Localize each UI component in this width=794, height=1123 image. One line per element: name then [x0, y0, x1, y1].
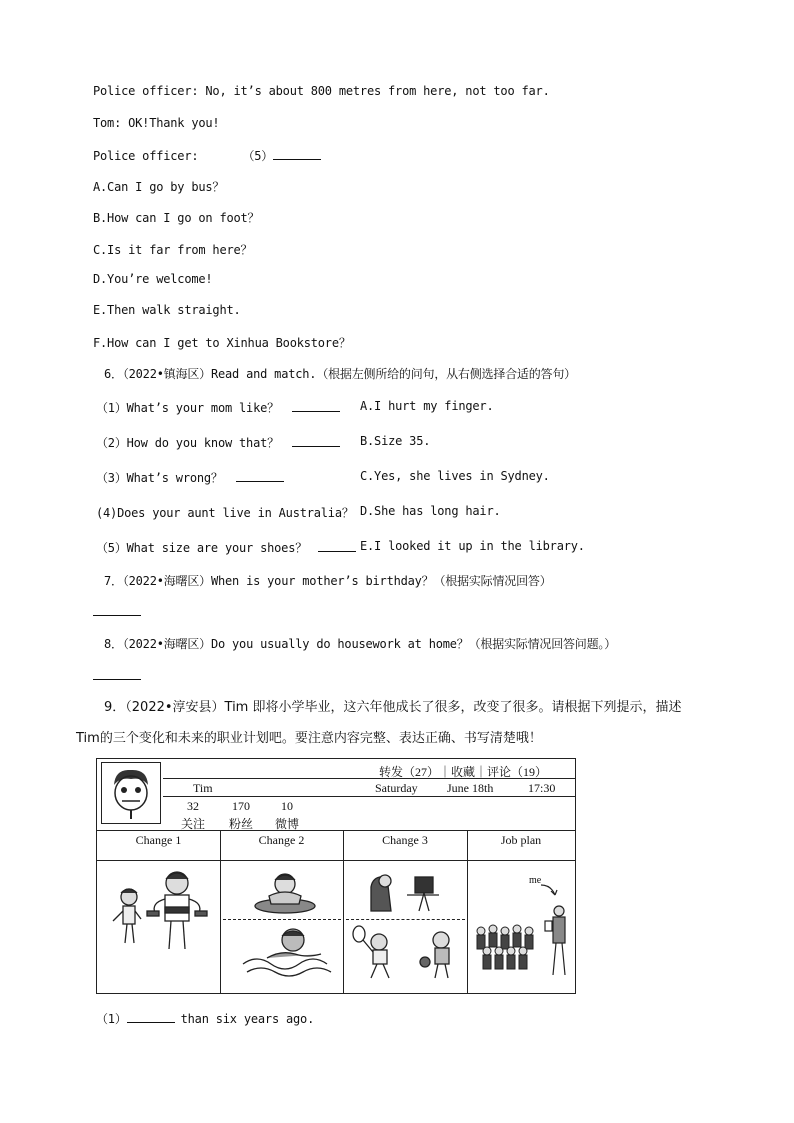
q6-blank-5[interactable]	[318, 539, 356, 552]
option-a: A.Can I go by bus？	[93, 180, 225, 194]
q9-title: 9．（2022•淳安县）Tim 即将小学毕业，这六年他成长了很多，改变了很多。请根据下列提示，描述	[104, 700, 682, 715]
q6-answer-c: C.Yes, she lives in Sydney.	[360, 469, 550, 483]
q6-blank-2[interactable]	[292, 434, 340, 447]
speaker-label: Police officer:	[93, 149, 199, 163]
q6-row-1	[96, 399, 340, 416]
post-time: 17:30	[528, 781, 556, 795]
column-job-plan: Job plan	[500, 833, 542, 847]
q6-answer-b: B.Size 35.	[360, 434, 431, 448]
change-3-tv-illustration	[367, 867, 457, 917]
column-change-1: Change 1	[135, 833, 182, 847]
option-e: E.Then walk straight.	[93, 303, 241, 317]
divider	[97, 830, 575, 831]
divider	[343, 830, 344, 993]
option-d: D.You’re welcome!	[93, 272, 213, 286]
q6-answer-a: A.I hurt my finger.	[360, 399, 494, 413]
q7-title: 7．（2022•海曙区）When is your mother’s birthday？（根据实际情况回答）	[104, 574, 552, 588]
q9-answer-1-text: than six years ago.	[180, 1012, 315, 1026]
divider	[346, 919, 465, 920]
q6-question-2: （2）How do you know that？	[96, 436, 279, 450]
q6-question-4: (4)Does your aunt live in Australia？	[96, 506, 354, 520]
option-c: C.Is it far from here？	[93, 243, 253, 257]
answer-blank[interactable]	[273, 147, 321, 160]
change-2-swimming-illustration	[237, 924, 333, 980]
column-change-3: Change 3	[382, 833, 428, 847]
q7-answer-blank[interactable]	[93, 605, 141, 616]
avatar	[101, 762, 161, 824]
fans-count: 170	[232, 799, 250, 813]
divider	[220, 830, 221, 993]
option-f: F.How can I get to Xinhua Bookstore？	[93, 336, 351, 350]
q6-row-3	[96, 469, 284, 486]
divider	[163, 778, 575, 779]
q6-answer-e: E.I looked it up in the library.	[360, 539, 585, 553]
dialogue-line-officer: Police officer: No, it’s about 800 metres from here, not too far.	[93, 84, 550, 98]
posts-count: 10	[281, 799, 293, 813]
q9-answer-1	[96, 1010, 314, 1027]
divider	[163, 796, 575, 797]
q6-question-5: （5）What size are your shoes？	[96, 541, 308, 555]
q8-answer-blank[interactable]	[93, 669, 141, 680]
divider	[223, 919, 341, 920]
q6-row-2	[96, 434, 340, 451]
fans-label: 粉丝	[228, 817, 253, 831]
q6-answer-d: D.She has long hair.	[360, 504, 501, 518]
q6-question-3: （3）What’s wrong？	[96, 471, 223, 485]
following-count: 32	[187, 799, 199, 813]
question-number: （5）	[242, 149, 274, 163]
user-name: Tim	[193, 781, 213, 795]
change-3-sports-illustration	[349, 924, 463, 984]
change-2-afraid-illustration	[249, 866, 321, 916]
following-label: 关注	[180, 817, 205, 831]
post-day: Saturday	[375, 781, 418, 795]
q6-row-5	[96, 539, 356, 556]
q8-title: 8．（2022•海曙区）Do you usually do housework at home？（根据实际情况回答问题。）	[104, 637, 617, 651]
q9-answer-1-blank[interactable]	[127, 1010, 175, 1023]
q6-title: 6．（2022•镇海区）Read and match.（根据左侧所给的问句，从右侧选择合适的答句）	[104, 367, 576, 381]
job-plan-illustration	[471, 871, 575, 983]
dialogue-line-officer-blank	[93, 147, 321, 164]
dialogue-line-tom: Tom: OK!Thank you!	[93, 116, 220, 130]
column-change-2: Change 2	[258, 833, 305, 847]
q9-instruction: Tim的三个变化和未来的职业计划吧。要注意内容完整、表达正确、书写清楚哦！	[76, 731, 542, 746]
q6-question-1: （1）What’s your mom like？	[96, 401, 279, 415]
weibo-card	[96, 758, 576, 994]
q6-blank-3[interactable]	[236, 469, 284, 482]
change-1-illustration	[101, 867, 217, 953]
option-b: B.How can I go on foot？	[93, 211, 260, 225]
divider	[467, 830, 468, 993]
q9-answer-1-number: （1）	[96, 1012, 127, 1026]
share-favorite-comment[interactable]: 转发（27）｜收藏｜评论（19）	[379, 765, 548, 779]
me-label: me	[529, 875, 542, 886]
post-date: June 18th	[447, 781, 494, 795]
q6-blank-1[interactable]	[292, 399, 340, 412]
posts-label: 微博	[274, 817, 299, 831]
boy-face-icon	[102, 763, 160, 823]
divider	[97, 860, 575, 861]
